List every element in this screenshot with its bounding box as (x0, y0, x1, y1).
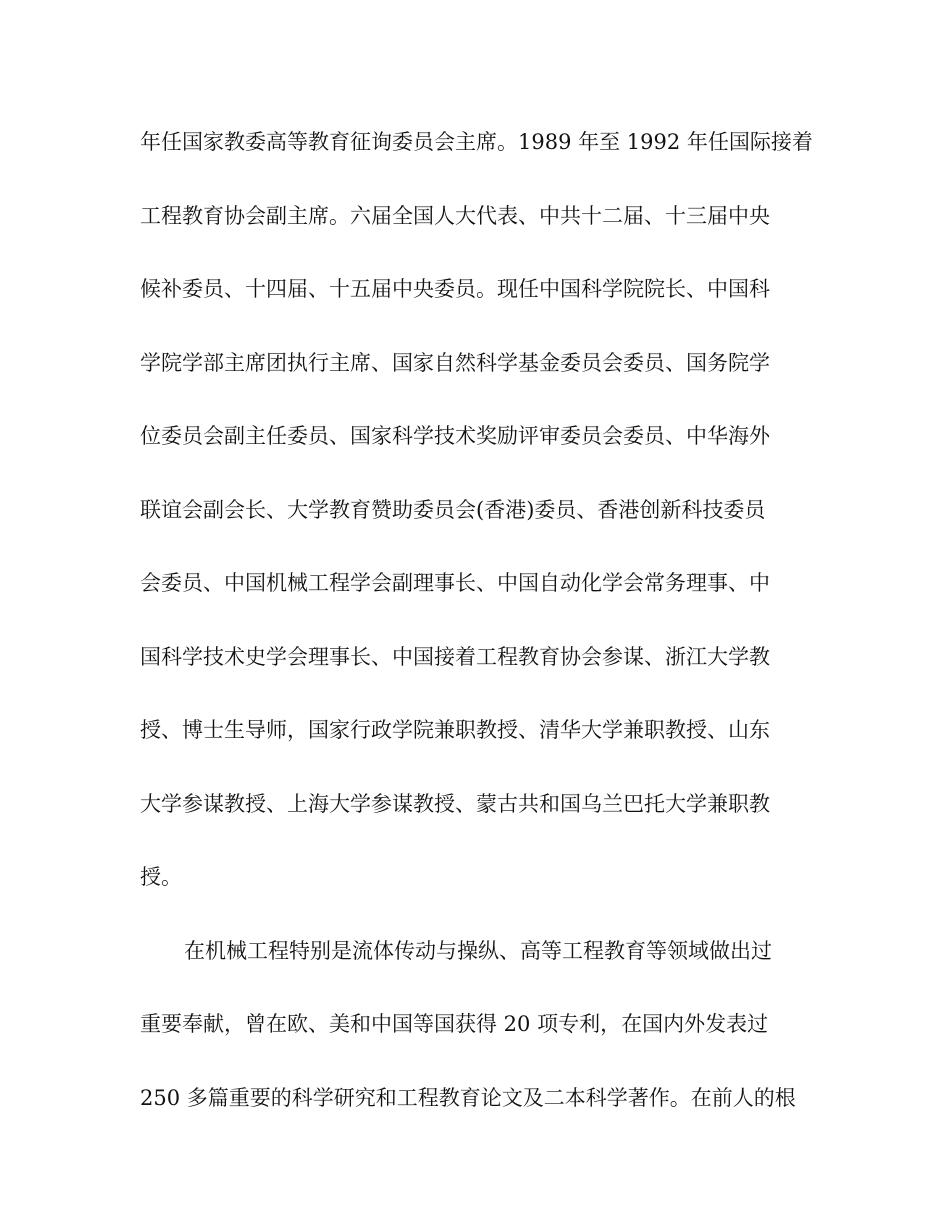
text-line: 候补委员、十四届、十五届中央委员。现任中国科学院院长、中国科 (140, 277, 770, 301)
text-line: 250 多篇重要的科学研究和工程教育论文及二本科学著作。在前人的根 (140, 1085, 796, 1110)
text-line: 国科学技术史学会理事长、中国接着工程教育协会参谋、浙江大学教 (140, 644, 770, 669)
text-line: 工程教育协会副主席。六届全国人大代表、中共十二届、十三届中央 (140, 203, 770, 228)
text-line: 学院学部主席团执行主席、国家自然科学基金委员会委员、国务院学 (140, 350, 770, 375)
text-line: 重要奉献，曾在欧、美和中国等国获得 20 项专利，在国内外发表过 (140, 1012, 769, 1036)
text-line: 联谊会副会长、大学教育赞助委员会(香港)委员、香港创新科技委员 (140, 497, 766, 522)
text-line: 大学参谋教授、上海大学参谋教授、蒙古共和国乌兰巴托大学兼职教 (140, 791, 770, 816)
text-line: 位委员会副主任委员、国家科学技术奖励评审委员会委员、中华海外 (140, 424, 770, 448)
text-line: 年任国家教委高等教育征询委员会主席。1989 年至 1992 年任国际接着 (140, 130, 813, 154)
paragraph-first-line: 在机械工程特别是流体传动与操纵、高等工程教育等领域做出过 (184, 938, 772, 963)
text-line: 授、博士生导师，国家行政学院兼职教授、清华大学兼职教授、山东 (140, 718, 770, 742)
text-line: 授。 (140, 865, 182, 889)
document-body (140, 120, 820, 1149)
text-line: 会委员、中国机械工程学会副理事长、中国自动化学会常务理事、中 (140, 571, 770, 595)
